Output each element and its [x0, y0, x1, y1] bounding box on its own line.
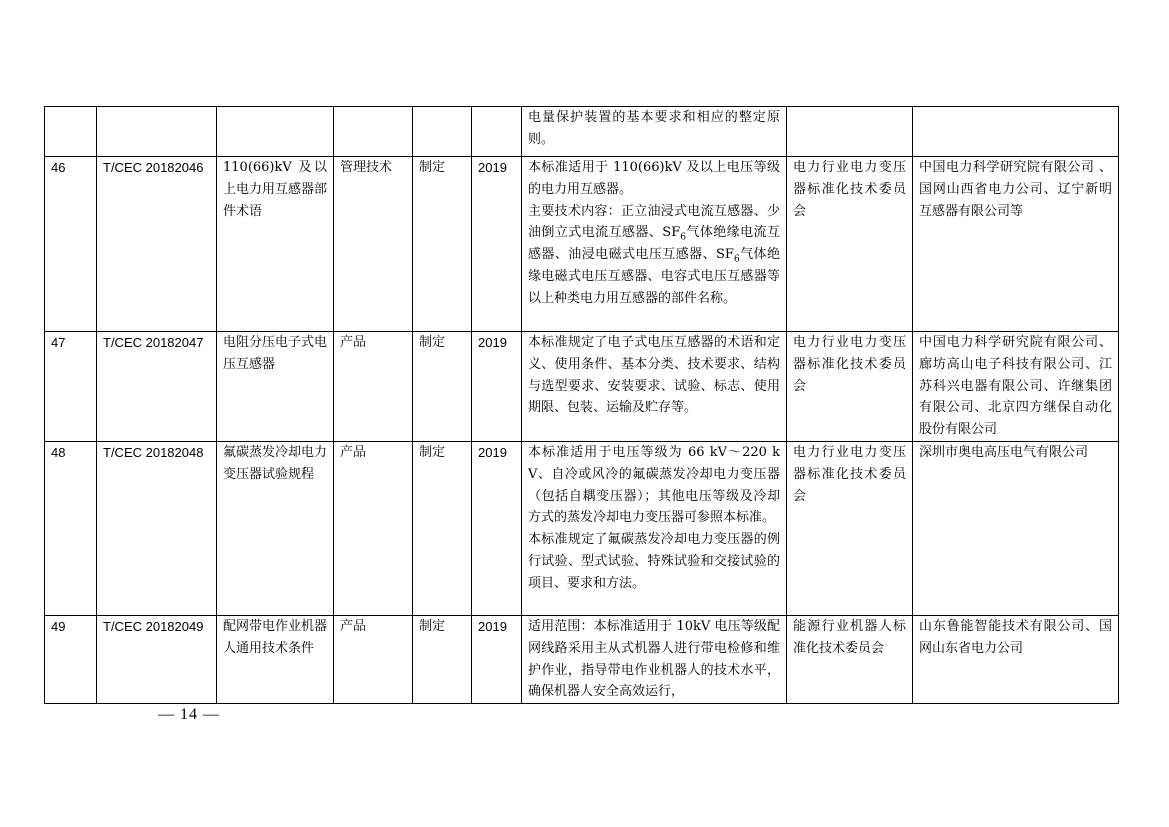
table-row-continuation [45, 107, 1119, 157]
cell-category: 产品 [334, 441, 413, 615]
cell-no [45, 107, 97, 157]
cell-no: 47 [45, 332, 97, 442]
table-row [45, 332, 1119, 442]
cell-code: T/CEC 20182047 [97, 332, 217, 442]
desc-paragraph: 适用范围：本标准适用于 10kV 电压等级配网线路采用主从式机器人进行带电检修和维护作业，指导带电作业机器人的技术水平，确保机器人安全高效运行， [528, 618, 780, 700]
cell-no: 48 [45, 441, 97, 615]
cell-type: 制定 [413, 441, 472, 615]
cell-name: 氟碳蒸发冷却电力变压器试验规程 [217, 441, 334, 615]
cell-name: 配网带电作业机器人通用技术条件 [217, 615, 334, 703]
table-row [45, 441, 1119, 615]
cell-name: 电阻分压电子式电压互感器 [217, 332, 334, 442]
cell-type: 制定 [413, 615, 472, 703]
cell-units: 中国电力科学研究院有限公司、廊坊高山电子科技有限公司、江苏科兴电器有限公司、许继集团有限公司、北京四方继保自动化股份有限公司 [913, 332, 1119, 442]
cell-category [334, 107, 413, 157]
cell-type: 制定 [413, 332, 472, 442]
cell-category: 产品 [334, 332, 413, 442]
cell-units: 中国电力科学研究院有限公司 、国网山西省电力公司、辽宁新明互感器有限公司等 [913, 157, 1119, 332]
cell-desc [522, 157, 787, 332]
cell-units: 山东鲁能智能技术有限公司、国网山东省电力公司 [913, 615, 1119, 703]
cell-committee: 电力行业电力变压器标准化技术委员会 [787, 157, 913, 332]
cell-desc [522, 332, 787, 442]
cell-desc: 电量保护装置的基本要求和相应的整定原则。 [522, 107, 787, 157]
cell-units [913, 107, 1119, 157]
cell-desc [522, 615, 787, 703]
cell-type: 制定 [413, 157, 472, 332]
cell-no: 49 [45, 615, 97, 703]
cell-desc [522, 441, 787, 615]
desc-paragraph: 本标准适用于电压等级为 66 kV～220 kV、自冷或风冷的氟碳蒸发冷却电力变压器（包括自耦变压器）；其他电压等级及冷却方式的蒸发冷却电力变压器可参照本标准。 [528, 444, 780, 526]
cell-code [97, 107, 217, 157]
cell-category: 产品 [334, 615, 413, 703]
cell-committee: 能源行业机器人标准化技术委员会 [787, 615, 913, 703]
cell-committee [787, 107, 913, 157]
cell-committee: 电力行业电力变压器标准化技术委员会 [787, 441, 913, 615]
cell-year: 2019 [472, 615, 522, 703]
cell-name: 110(66)kV 及以上电力用互感器部件术语 [217, 157, 334, 332]
cell-committee: 电力行业电力变压器标准化技术委员会 [787, 332, 913, 442]
desc-paragraph: 主要技术内容：正立油浸式电流互感器、少油倒立式电流互感器、$SF_6$气体绝缘电流互感器、油浸电磁式电压互感器、$SF_6$气体绝缘电磁式电压互感器、电容式电压互感器等以上种类电力用互感器的部件名称。 [528, 203, 780, 306]
standards-table [44, 106, 1119, 704]
cell-year: 2019 [472, 157, 522, 332]
cell-year: 2019 [472, 441, 522, 615]
desc-paragraph: 本标准规定了电子式电压互感器的术语和定义、使用条件、基本分类、技术要求、结构与选型要求、安装要求、试验、标志、使用期限、包装、运输及贮存等。 [528, 335, 780, 416]
cell-units: 深圳市奥电高压电气有限公司 [913, 441, 1119, 615]
desc-paragraph: 本标准适用于 110(66)kV 及以上电压等级的电力用互感器。 [528, 160, 780, 197]
cell-category: 管理技术 [334, 157, 413, 332]
cell-name [217, 107, 334, 157]
cell-year [472, 107, 522, 157]
cell-no: 46 [45, 157, 97, 332]
table-row [45, 615, 1119, 703]
cell-code: T/CEC 20182046 [97, 157, 217, 332]
desc-paragraph: 本标准规定了氟碳蒸发冷却电力变压器的例行试验、型式试验、特殊试验和交接试验的项目、要求和方法。 [528, 532, 780, 591]
cell-code: T/CEC 20182048 [97, 441, 217, 615]
table-row [45, 157, 1119, 332]
cell-type [413, 107, 472, 157]
page-number: — 14 — [158, 706, 220, 723]
cell-year: 2019 [472, 332, 522, 442]
cell-code: T/CEC 20182049 [97, 615, 217, 703]
